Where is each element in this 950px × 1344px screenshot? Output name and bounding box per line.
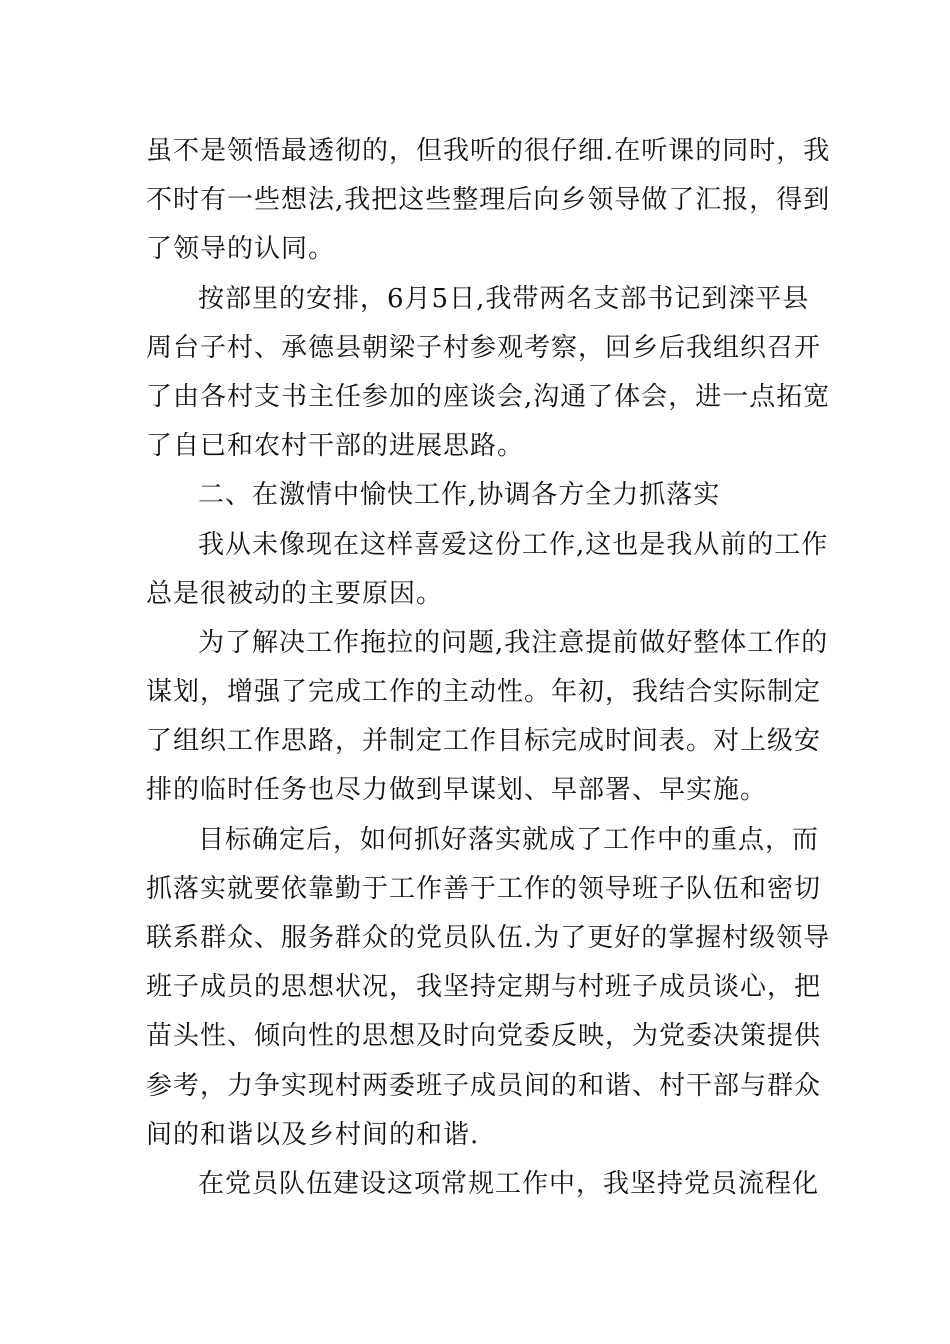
text-line: 总是很被动的主要原因。 (146, 578, 444, 609)
text-line: 谋划，增强了完成工作的主动性。年初，我结合实际制定 (146, 677, 822, 708)
text-line: 苗头性、倾向性的思想及时向党委反映，为党委决策提供 (146, 1021, 822, 1052)
text-line: 目标确定后，如何抓好落实就成了工作中的重点，而 (198, 824, 820, 855)
text-line: 班子成员的思想状况，我坚持定期与村班子成员谈心，把 (146, 972, 822, 1003)
text-line: 我从未像现在这样喜爱这份工作,这也是我从前的工作 (198, 529, 829, 560)
text-line: 按部里的安排，6月5日,我带两名支部书记到滦平县 (198, 283, 810, 314)
text-line: 联系群众、服务群众的党员队伍.为了更好的掌握村级领导 (146, 923, 831, 953)
text-line: 二、在激情中愉快工作,协调各方全力抓落实 (198, 480, 721, 511)
text-line: 不时有一些想法,我把这些整理后向乡领导做了汇报，得到 (146, 185, 831, 216)
text-line: 周台子村、承德县朝梁子村参观考察，回乡后我组织召开 (146, 332, 822, 363)
text-line: 虽不是领悟最透彻的，但我听的很仔细.在听课的同时，我 (146, 136, 831, 166)
text-line: 为了解决工作拖拉的问题,我注意提前做好整体工作的 (198, 627, 829, 658)
body-text (146, 127, 831, 1209)
text-line: 了领导的认同。 (146, 234, 336, 265)
text-line: 了自已和农村干部的进展思路。 (146, 431, 525, 462)
text-line: 抓落实就要依靠勤于工作善于工作的领导班子队伍和密切 (146, 873, 822, 904)
text-line: 了由各村支书主任参加的座谈会,沟通了体会，进一点拓宽 (146, 381, 831, 412)
text-line: 了组织工作思路，并制定工作目标完成时间表。对上级安 (146, 726, 822, 757)
text-line: 在党员队伍建设这项常规工作中，我坚持党员流程化 (198, 1168, 820, 1199)
text-line: 排的临时任务也尽力做到早谋划、早部署、早实施。 (146, 775, 768, 806)
text-line: 参考，力争实现村两委班子成员间的和谐、村干部与群众 (146, 1070, 822, 1101)
text-line: 间的和谐以及乡村间的和谐. (146, 1119, 480, 1150)
